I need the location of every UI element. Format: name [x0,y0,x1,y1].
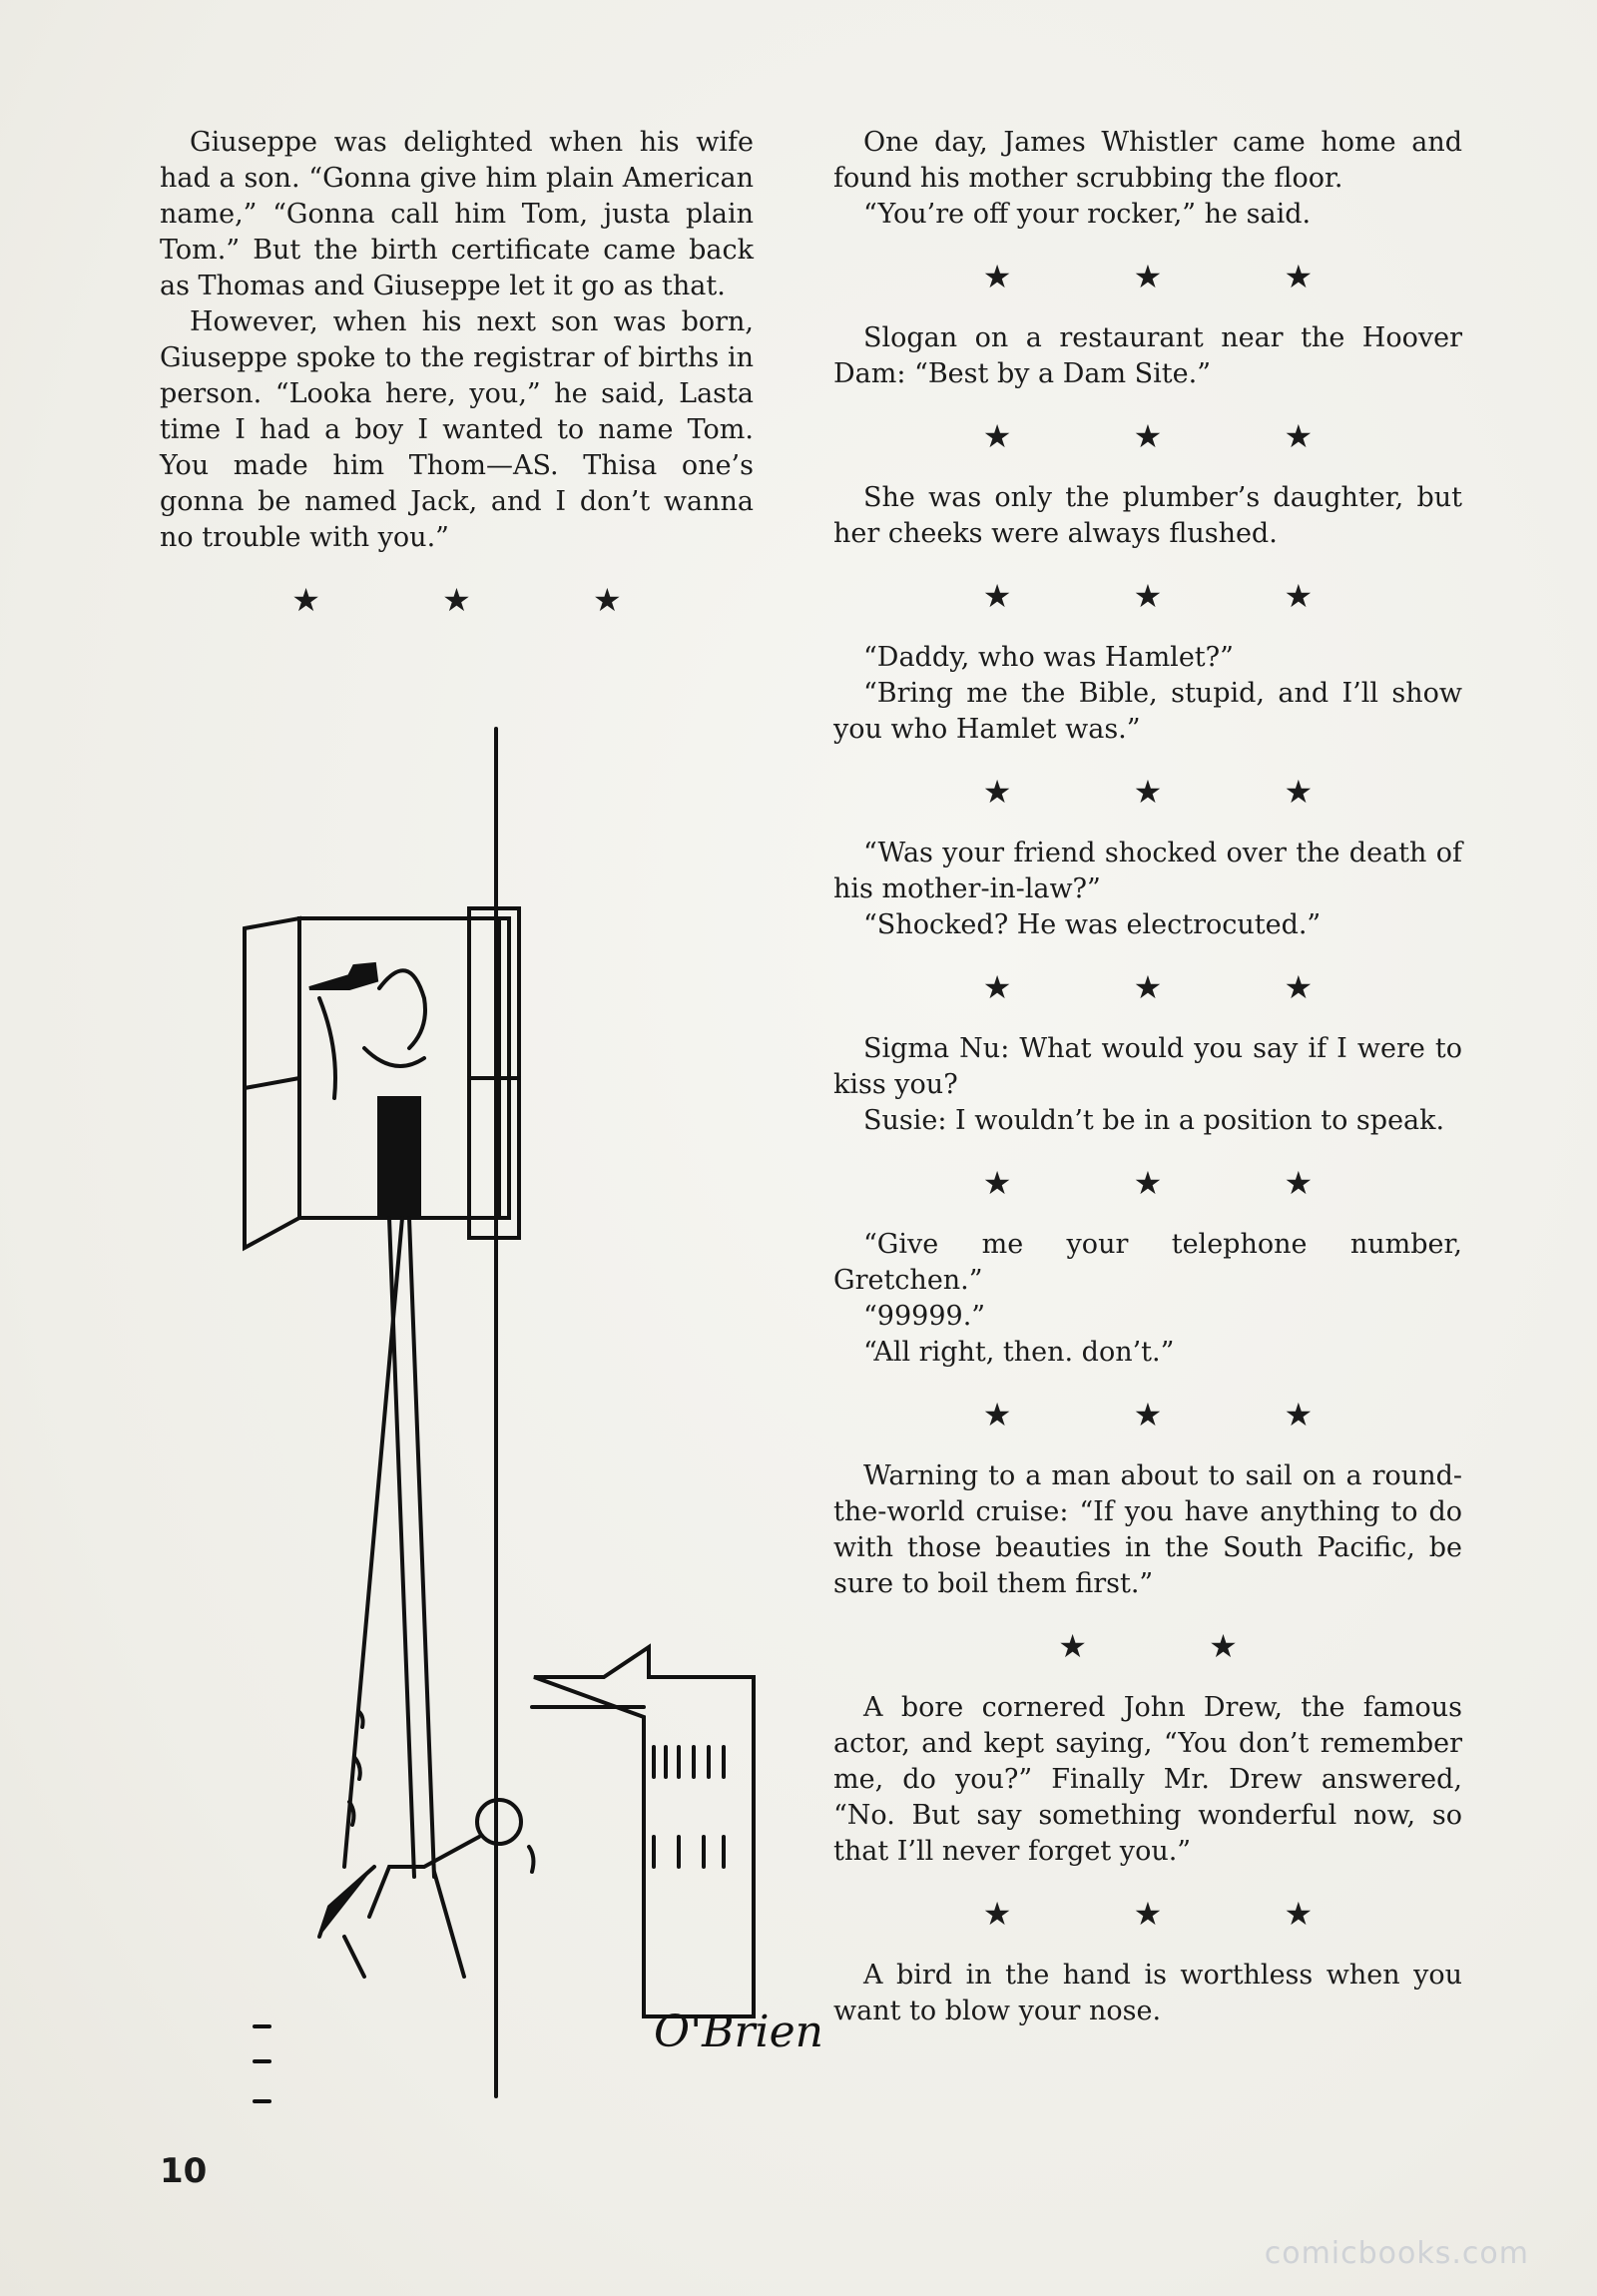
joke-block [833,320,1462,466]
joke-line: Slogan on a restaurant near the Hoover Dam: “Best by a Dam Site.” [833,322,1462,389]
woman-arm [364,1048,424,1066]
star-separator: ★ ★ ★ [982,1164,1369,1202]
star-separator: ★ ★ ★ [982,1396,1369,1434]
woman-skirt [379,1098,419,1218]
joke-line: “Give me your telephone number, Gretchen.” [833,1229,1462,1296]
joke-block [833,480,1462,626]
joke-block [833,640,1462,822]
joke-line: “Daddy, who was Hamlet?” [863,642,1234,673]
joke-block [833,836,1462,1017]
paragraph: Giuseppe was delighted when his wife had a son. “Gonna give him plain American name,” “Gonna call him Tom, justa plain Tom.” But the birth certificate came back as Thomas and Giuseppe let it go as that. [160,127,754,301]
rope-right [409,1218,434,1877]
joke-line: “Shocked? He was electrocuted.” [863,909,1322,940]
cartoon-illustration [225,719,823,2136]
distant-building [534,1647,754,2016]
star-separator: ★ ★ [1058,1627,1294,1665]
joke-block [833,125,1462,306]
joke-line: “You’re off your rocker,” he said. [863,199,1312,230]
joke-block [833,1958,1462,2029]
falling-man-arm [434,1872,464,1977]
joke-line: Susie: I wouldn’t be in a position to speak. [863,1105,1445,1136]
joke-line: One day, James Whistler came home and found his mother scrubbing the floor. [833,127,1462,194]
star-separator: ★ ★ ★ [982,258,1369,295]
shutter-bar [245,1078,299,1088]
motion-line [354,1757,360,1779]
star-separator: ★ ★ ★ [982,1895,1369,1933]
joke-line: A bird in the hand is worthless when you want to blow your nose. [833,1960,1462,2026]
falling-man-arm-2 [344,1937,364,1977]
right-column [833,125,1462,2029]
star-separator: ★ ★ ★ [982,417,1369,455]
building-windows [654,1837,724,1867]
falling-man-body [369,1837,479,1917]
star-separator: ★ ★ ★ [291,581,678,619]
joke-line: “Was your friend shocked over the death of his mother-in-law?” [833,838,1462,904]
falling-man-head [477,1800,521,1844]
joke-line: “Bring me the Bible, stupid, and I’ll show you who Hamlet was.” [833,678,1462,745]
right-shutter [499,918,509,1218]
woman-hair [379,970,425,1048]
joke-line: “All right, then. don’t.” [863,1337,1175,1368]
joke-line: Sigma Nu: What would you say if I were to kiss you? [833,1033,1462,1100]
joke-line: She was only the plumber’s daughter, but her cheeks were always flushed. [833,482,1462,549]
joke-line: Warning to a man about to sail on a round-the-world cruise: “If you have anything to do with those beauties in the South Pacific, be sure to boil them first.” [833,1460,1462,1599]
watermark: comicbooks.com [1264,2236,1529,2271]
joke-block [833,1458,1462,1676]
star-separator: ★ ★ ★ [982,968,1369,1006]
motion-line [529,1847,533,1872]
building-windows [654,1747,724,1777]
paragraph: However, when his next son was born, Giuseppe spoke to the registrar of births in person. “Looka here, you,” he said, Lasta time I had a boy I wanted to name Tom. You made him Thom—AS. Thisa one’s gonna be named Jack, and I don’t wanna no trouble with you.” [160,306,754,553]
joke-block [833,1690,1462,1944]
joke-block [833,1227,1462,1444]
page-number: 10 [160,2151,208,2191]
man-figure [319,998,335,1098]
motion-line [359,1712,363,1727]
joke-block [833,1031,1462,1213]
artist-signature: O'Brien [654,2007,823,2057]
falling-man-leg [319,1867,374,1937]
joke-line: A bore cornered John Drew, the famous actor, and kept saying, “You don’t remember me, do you?” Finally Mr. Drew answered, “No. But say something wonderful now, so that I’ll never forget you.” [833,1692,1462,1867]
hat-icon [309,964,376,988]
rope-outer [344,1218,402,1867]
left-column [160,125,754,644]
star-separator: ★ ★ ★ [982,577,1369,615]
joke-line: “99999.” [863,1301,986,1332]
star-separator: ★ ★ ★ [982,773,1369,811]
